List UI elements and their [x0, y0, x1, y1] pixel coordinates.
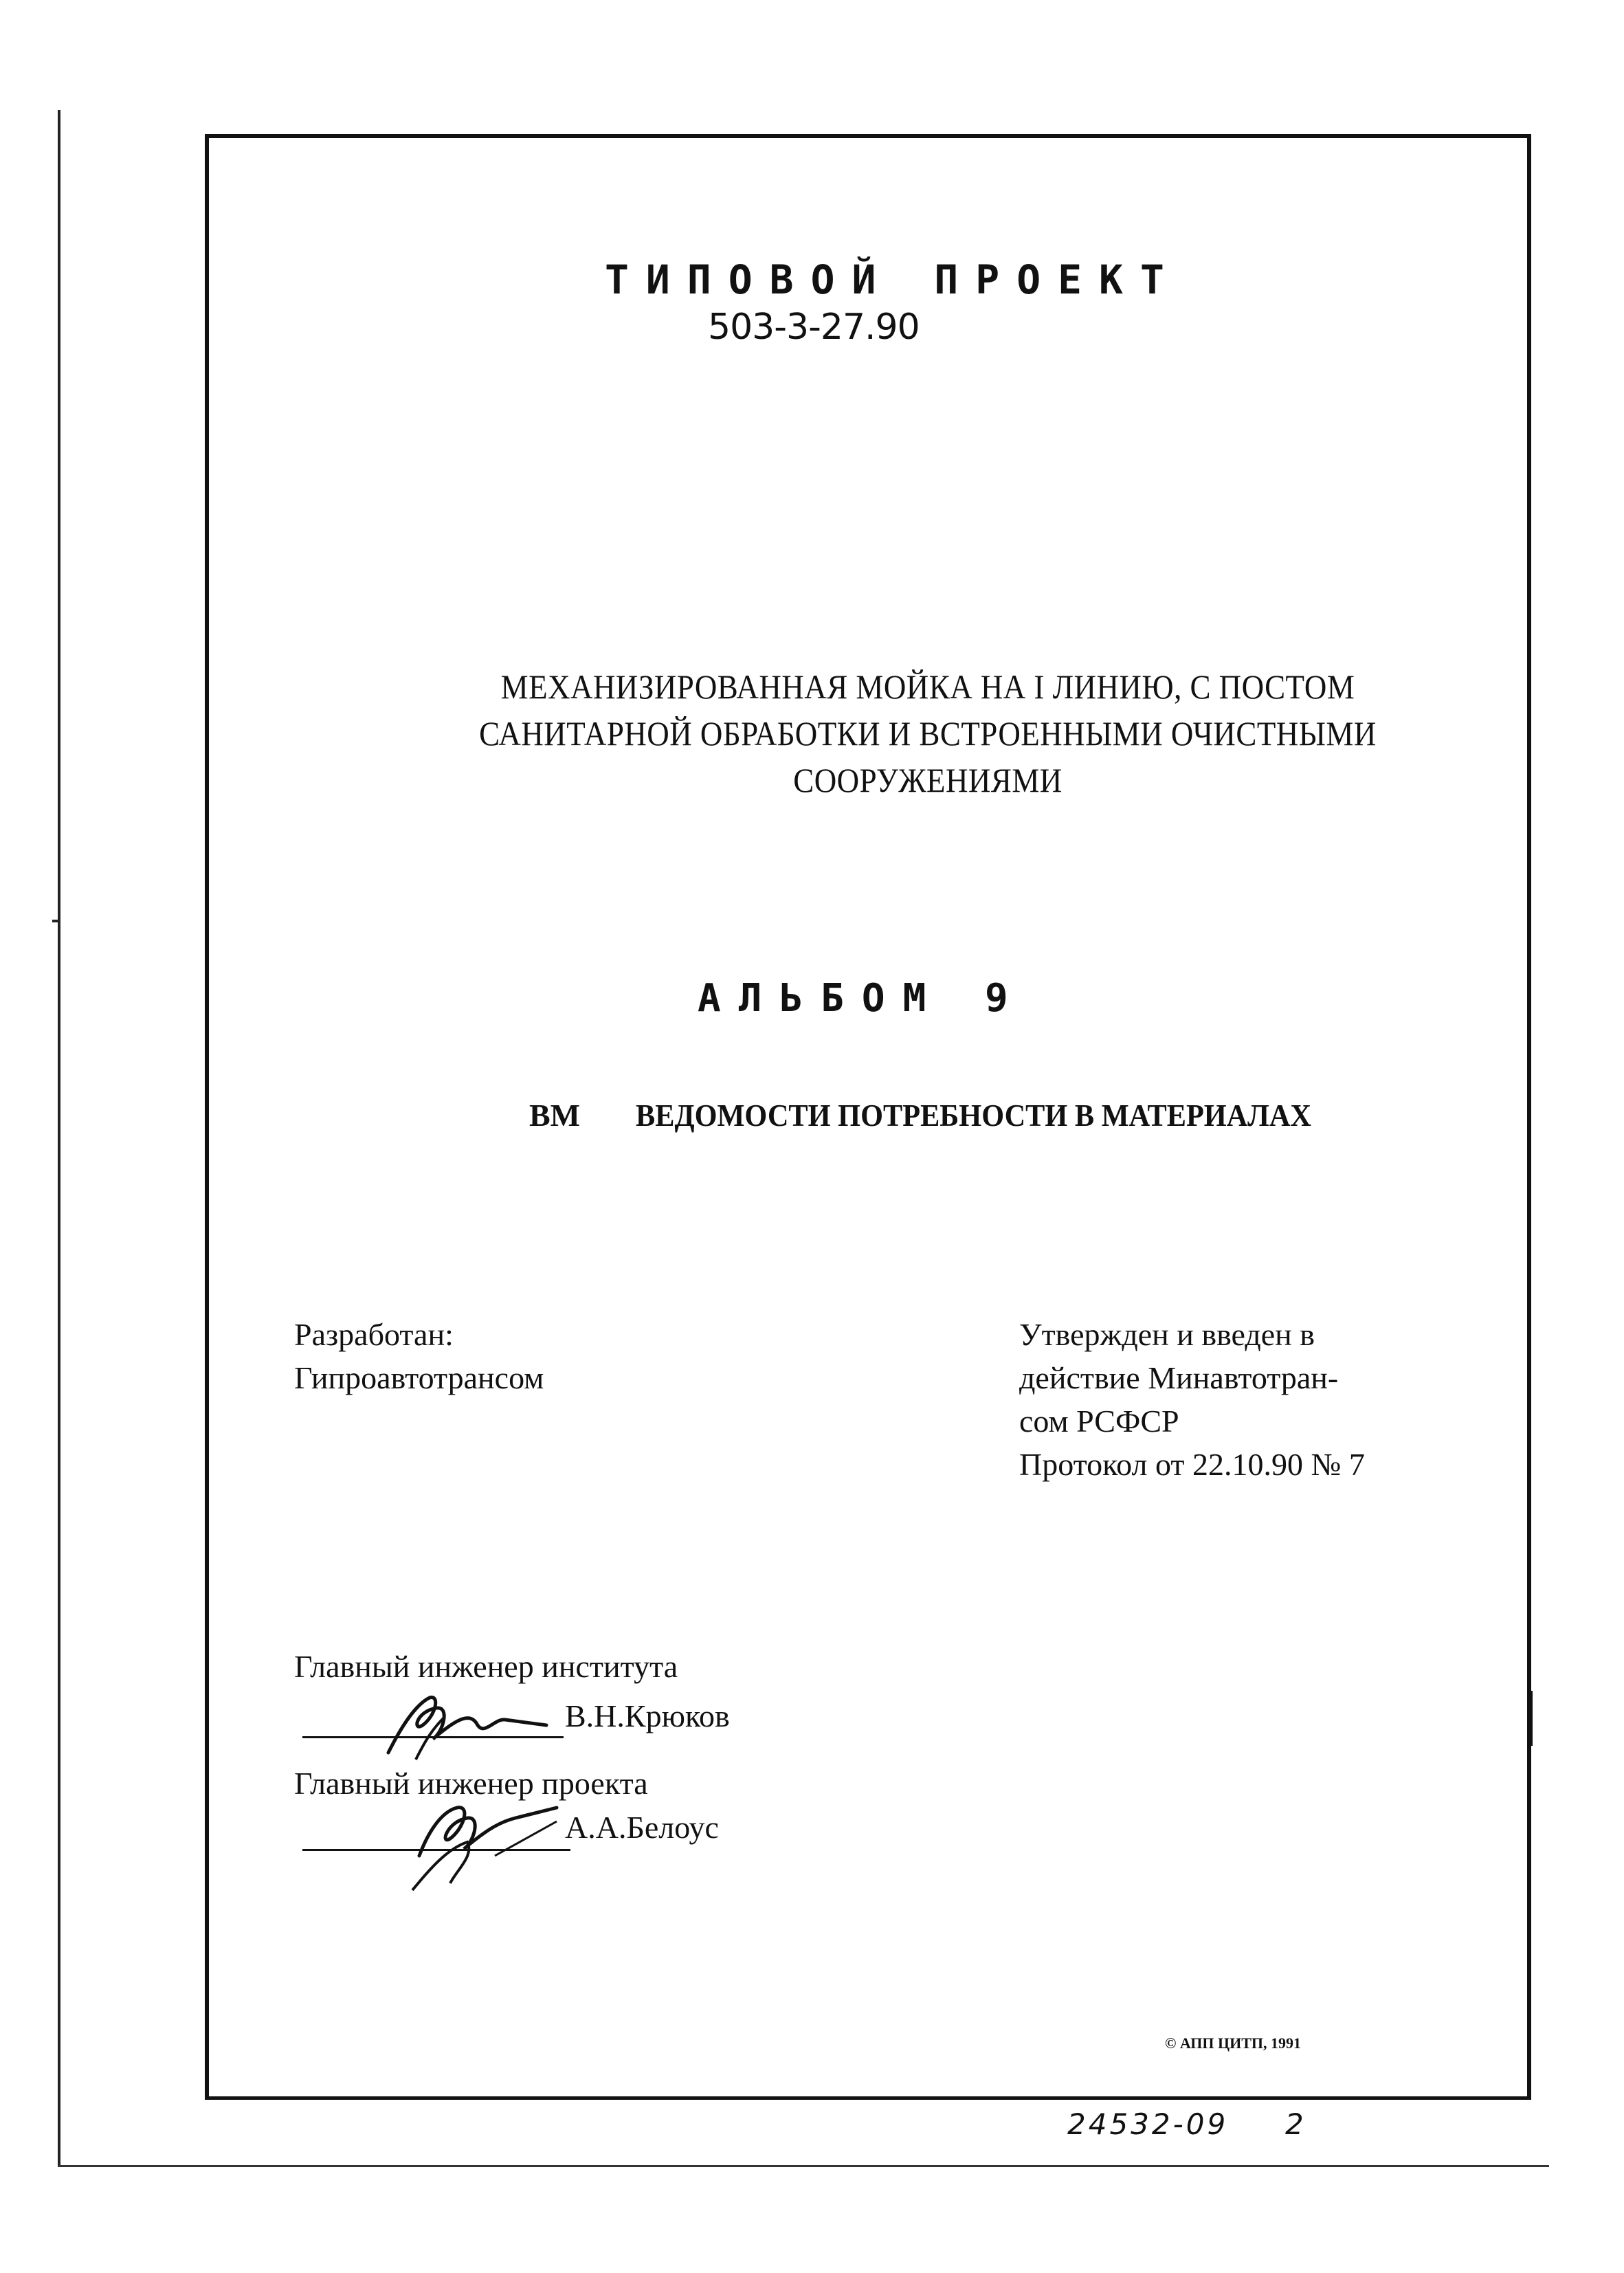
project-name [464, 663, 1392, 803]
project-name-line: САНИТАРНОЙ ОБРАБОТКИ И ВСТРОЕННЫМИ ОЧИСТНЫМИ [479, 714, 1377, 753]
handwritten-signature-icon [375, 1677, 567, 1766]
section-title: ВЕДОМОСТИ ПОТРЕБНОСТИ В МАТЕРИАЛАХ [636, 1098, 1311, 1133]
signatory-name-krukov: В.Н.Крюков [565, 1698, 730, 1733]
project-name-line: СООРУЖЕНИЯМИ [793, 761, 1063, 799]
developer-block [294, 1313, 544, 1399]
copyright-notice: © АПП ЦИТП, 1991 [1165, 2034, 1302, 2052]
scan-left-edge-line [58, 110, 60, 2165]
document-type-title: ТИПОВОЙ ПРОЕКТ [605, 256, 1181, 303]
signatory-name-belous: А.А.Белоус [565, 1810, 719, 1845]
page-number: 2 [1285, 2107, 1304, 2141]
inventory-number: 24532-09 [1067, 2107, 1229, 2141]
handwritten-signature-icon [392, 1780, 577, 1897]
section-code: ВМ [529, 1098, 581, 1133]
approval-line: сом РСФСР [1019, 1404, 1179, 1439]
developer-label: Разработан: [294, 1317, 454, 1352]
developer-organization: Гипроавтотрансом [294, 1360, 544, 1395]
signature-role-chief-engineer-project: Главный инженер проекта [294, 1766, 648, 1801]
approval-line: Протокол от 22.10.90 № 7 [1019, 1447, 1365, 1482]
project-name-line: МЕХАНИЗИРОВАННАЯ МОЙКА НА I ЛИНИЮ, С ПОСТОМ [500, 667, 1355, 706]
scan-edge-tick [52, 920, 58, 922]
frame-edge-mark [1529, 1691, 1533, 1746]
approval-block [1019, 1313, 1365, 1486]
scan-bottom-edge-line [58, 2165, 1549, 2167]
signature-role-chief-engineer-institute: Главный инженер института [294, 1649, 678, 1684]
project-number: 503-3-27.90 [708, 307, 920, 348]
approval-line: Утвержден и введен в [1019, 1317, 1315, 1352]
album-title: АЛЬБОМ 9 [698, 976, 1026, 1021]
approval-line: действие Минавтотран- [1019, 1360, 1339, 1395]
